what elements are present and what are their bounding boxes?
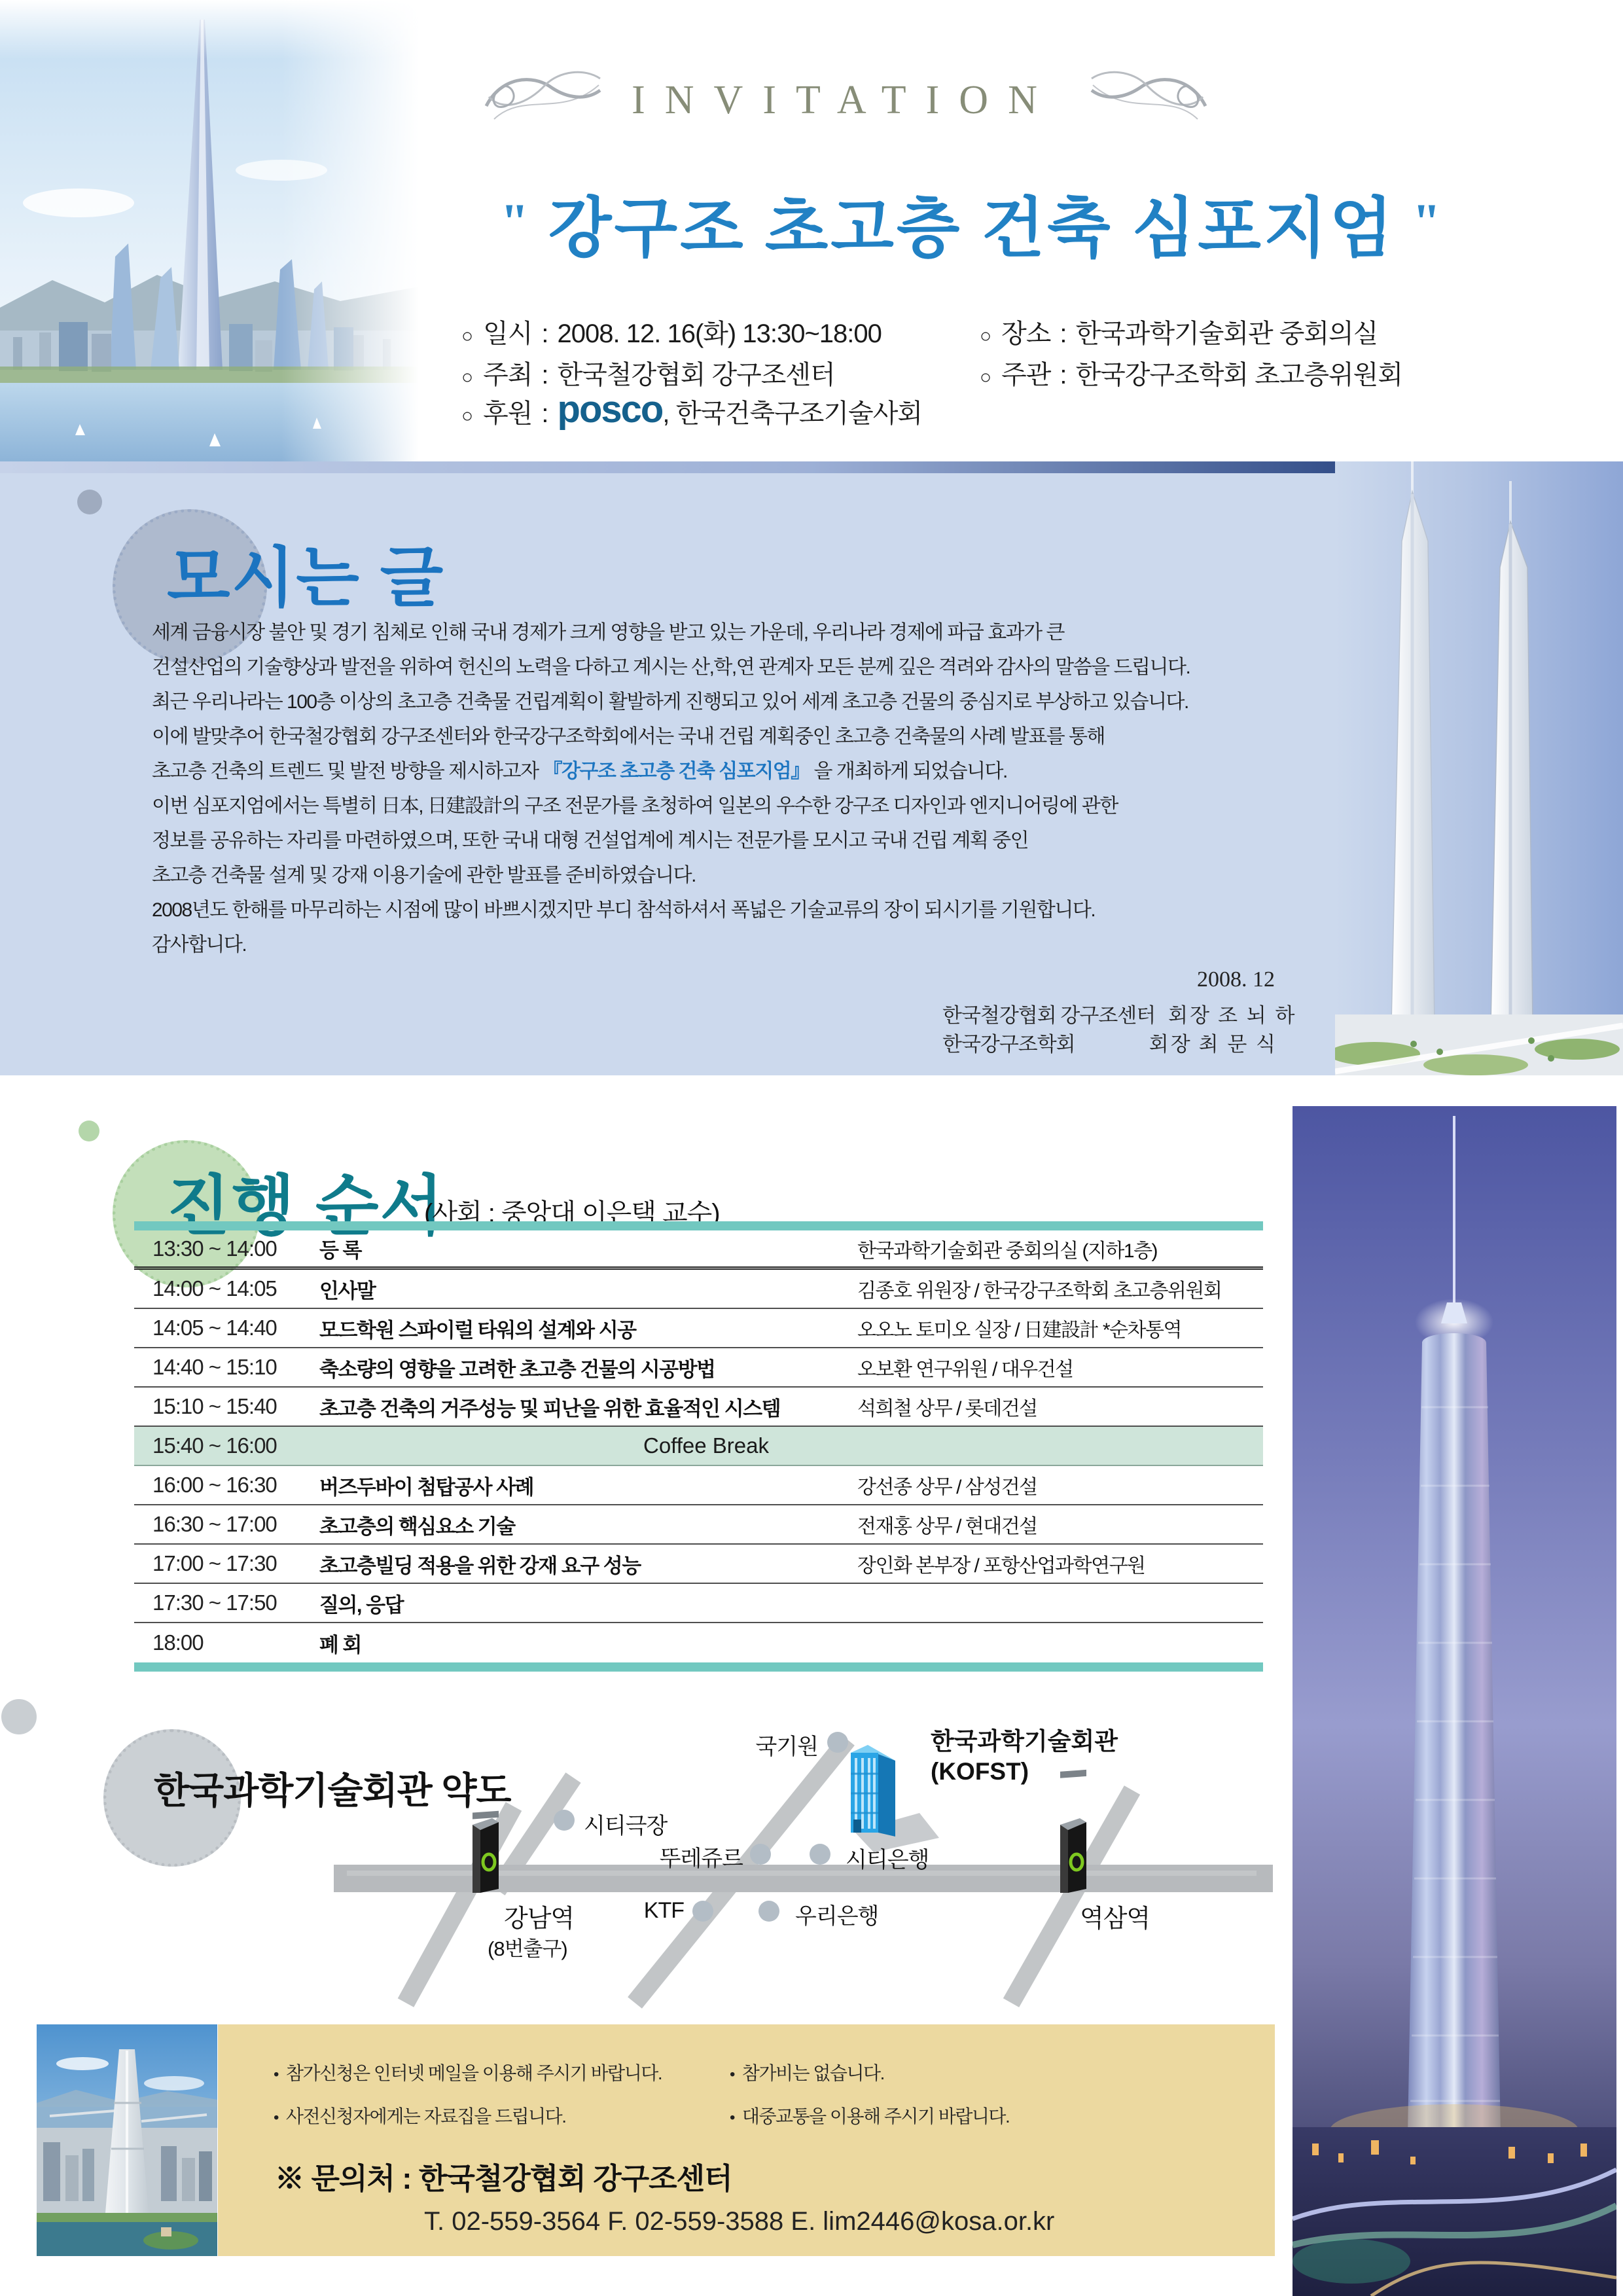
program-speaker: 오오노 토미오 실장 / 日建設計 *순차통역 [857,1319,1181,1341]
letter-line-highlighted [152,754,1349,789]
program-row [134,1505,1263,1545]
letter-line: 건설산업의 기술향상과 발전을 위하여 헌신의 노력을 다하고 계시는 산,학,연 관계자 모든 분께 깊은 격려와 감사의 말씀을 드립니다. [152,656,1190,678]
program-time: 16:00 ~ 16:30 [152,1473,277,1497]
signature-line-2 [942,1028,1277,1057]
footer-note-text: 참가신청은 인터넷 메일을 이용해 주시기 바랍니다. [285,2063,662,2083]
signature-name: 조 뇌 하 [1218,1004,1297,1027]
program-time: 15:40 ~ 16:00 [152,1433,277,1458]
signature-org: 한국철강협회 강구조센터 [942,1004,1156,1027]
program-row [134,1230,1263,1270]
letter-line: 세계 금융시장 불안 및 경기 침체로 인해 국내 경제가 크게 영향을 받고 있는 가운데, 우리나라 경제에 파급 효과가 큰 [152,622,1064,643]
twin-tower-rendering-photo [1335,461,1623,1075]
program-time: 15:10 ~ 15:40 [152,1394,277,1418]
program-time: 16:30 ~ 17:00 [152,1512,277,1536]
footer-note [730,2059,884,2085]
event-sponsor-label: 후원 [483,399,533,428]
letter-line-pre: 초고층 건축의 트렌드 및 발전 방향을 제시하고자 [152,761,543,782]
program-speaker: 석희철 상무 / 롯데건설 [857,1398,1037,1420]
program-speaker: 장인화 본부장 / 포항산업과학연구원 [857,1555,1145,1577]
label-separator: : [541,399,548,428]
program-row [134,1584,1263,1623]
program-title: 초고층 건축의 거주성능 및 피난을 위한 효율적인 시스템 [319,1397,781,1420]
letter-line: 감사합니다. [152,934,247,956]
circle-bullet-icon: ○ [461,405,473,427]
program-break-title: Coffee Break [643,1433,769,1458]
kofst-building-icon [851,1745,939,1852]
bullet-icon: • [274,2066,278,2083]
decorative-dot [79,1121,99,1141]
map-label-citibank: 시티은행 [846,1848,929,1873]
signature-name: 최 문 식 [1198,1033,1277,1056]
program-row [134,1466,1263,1505]
program-title: 모드학원 스파이럴 타워의 설계와 시공 [319,1318,636,1342]
kofst-abbr: (KOFST) [931,1758,1029,1785]
event-date-label: 일시 [483,319,533,348]
letter-line: 이에 발맞추어 한국철강협회 강구조센터와 한국강구조학회에서는 국내 건립 계획중인 초고층 건축물의 사례 발표를 통해 [152,726,1105,747]
event-sponsor-value: , 한국건축구조기술사회 [662,399,922,428]
symposium-title [366,175,1577,270]
event-organizer-value: 한국강구조학회 초고층위원회 [1075,361,1402,389]
program-row [134,1388,1263,1427]
close-quote: " [1412,193,1444,250]
program-time: 14:40 ~ 15:10 [152,1355,277,1379]
event-organizer-line [980,354,1402,391]
calligraphic-flourish-right-icon [1086,65,1211,131]
program-row [134,1348,1263,1388]
symposium-title-text: 강구조 초고층 건축 심포지엄 [548,192,1396,265]
day-tower-illustration [37,2024,217,2256]
program-title: 질의, 응답 [319,1593,404,1617]
bullet-icon: • [274,2109,278,2126]
signature-date: 2008. 12 [1197,967,1275,992]
circle-bullet-icon: ○ [980,367,991,388]
program-title: 등 록 [319,1239,362,1262]
event-venue-label: 장소 [1001,319,1051,348]
circle-bullet-icon: ○ [461,325,473,347]
footer-note [274,2059,662,2085]
posco-logo: posco [557,388,663,431]
twin-tower-illustration [1335,461,1623,1075]
letter-line: 이번 심포지엄에서는 특별히 日本, 日建設計의 구조 전문가를 초청하여 일본의 우수한 강구조 디자인과 엔지니어링에 관한 [152,795,1118,817]
circle-bullet-icon: ○ [980,325,991,347]
city-skyline-photo [0,0,419,461]
map-label-yeoksam: 역삼역 [1080,1905,1150,1933]
night-tower-photo [1293,1106,1616,2296]
map-label-tous: 뚜레쥬르 [659,1846,743,1871]
letter-line: 2008년도 한해를 마무리하는 시점에 많이 바쁘시겠지만 부디 참석하셔서 폭넓은 기술교류의 장이 되시기를 기원합니다. [152,899,1096,921]
event-venue-line [980,313,1378,350]
signature-role: 회장 [1168,1004,1212,1027]
program-title: 폐 회 [319,1633,362,1657]
program-heading: 진행 순서 [167,1170,445,1243]
footer-note-text: 사전신청자에게는 자료집을 드립니다. [285,2106,566,2126]
night-tower-illustration [1293,1106,1616,2296]
program-speaker: 전재홍 상무 / 현대건설 [857,1516,1037,1537]
signature-line-1 [942,999,1297,1028]
moderator-note: (사회 : 중앙대 이은택 교수) [424,1199,720,1228]
bullet-icon: • [730,2109,734,2126]
program-title: 인사말 [319,1279,376,1302]
letter-line: 최근 우리나라는 100층 이상의 초고층 건축물 건립계획이 활발하게 진행되고 있어 세계 초고층 건물의 중심지로 부상하고 있습니다. [152,691,1188,713]
map-heading: 한국과학기술회관 약도 [154,1770,511,1811]
program-speaker: 김종호 위원장 / 한국강구조학회 초고층위원회 [857,1280,1222,1302]
section-top-gradient-bar [0,461,1476,473]
program-table [134,1221,1263,1672]
label-separator: : [541,361,548,389]
map-label-gangnam-exit: (8번출구) [488,1937,567,1960]
program-time: 17:00 ~ 17:30 [152,1551,277,1575]
event-host-value: 한국철강협회 강구조센터 [557,361,835,389]
letter-body [152,615,1349,962]
map-label-gangnam: 강남역 [504,1905,575,1933]
map-label-kukkiwon: 국기원 [755,1734,818,1759]
calligraphic-flourish-left-icon [481,65,605,131]
event-venue-value: 한국과학기술회관 중회의실 [1075,319,1378,348]
letter-line: 정보를 공유하는 자리를 마련하였으며, 또한 국내 대형 건설업계에 계시는 전문가를 모시고 국내 건립 계획 중인 [152,830,1029,852]
program-title: 초고층의 핵심요소 기술 [319,1515,515,1538]
label-separator: : [1060,319,1067,348]
map-label-kofst [931,1727,1118,1787]
invitation-heading: INVITATION [632,78,1057,122]
subway-station-icon [473,1811,499,1893]
decorative-dot [77,490,102,514]
map-label-city-theater: 시티극장 [584,1814,668,1839]
program-row [134,1545,1263,1584]
label-separator: : [1060,361,1067,389]
event-host-line [461,354,835,391]
program-title: 버즈두바이 첨탑공사 사례 [319,1475,534,1499]
letter-line: 초고층 건축물 설계 및 강재 이용기술에 관한 발표를 준비하였습니다. [152,865,696,886]
program-row [134,1270,1263,1309]
program-time: 14:00 ~ 14:05 [152,1276,277,1300]
footer-note [274,2102,566,2128]
program-title: 축소량의 영향을 고려한 초고층 건물의 시공방법 [319,1357,715,1381]
letter-line-highlight: 『강구조 초고층 건축 심포지엄』 [543,761,810,782]
kofst-name: 한국과학기술회관 [931,1728,1118,1755]
letter-line-post: 을 개최하게 되었습니다. [809,761,1007,782]
event-sponsor-line [461,388,922,431]
letter-heading: 모시는 글 [167,541,445,615]
program-time: 18:00 [152,1630,204,1655]
signature-role: 회장 [1149,1033,1192,1056]
program-row [134,1623,1263,1662]
decorative-dot [1,1699,37,1734]
event-date-value: 2008. 12. 16(화) 13:30~18:00 [557,319,882,348]
event-organizer-label: 주관 [1001,361,1051,389]
open-quote: " [500,193,531,250]
event-host-label: 주최 [483,361,533,389]
footer-note-text: 대중교통을 이용해 주시기 바랍니다. [741,2106,1010,2126]
program-speaker: 한국과학기술회관 중회의실 (지하1층) [857,1240,1158,1262]
map-label-woori: 우리은행 [795,1904,879,1929]
program-time: 17:30 ~ 17:50 [152,1590,277,1615]
subway-station-icon [1060,1770,1086,1893]
contact-detail: T. 02-559-3564 F. 02-559-3588 E. lim2446@kosa.or.kr [424,2207,1055,2236]
signature-role-name [1143,1028,1277,1057]
program-row [134,1309,1263,1348]
program-title: 초고층빌딩 적용을 위한 강재 요구 성능 [319,1554,641,1577]
signature-role-name [1162,999,1296,1028]
bullet-icon: • [730,2066,734,2083]
footer-note-text: 참가비는 없습니다. [741,2063,884,2083]
program-speaker: 강선종 상무 / 삼성건설 [857,1477,1037,1498]
program-row-coffee-break [134,1427,1263,1466]
city-skyline-illustration [0,0,419,461]
map-label-ktf: KTF [643,1898,684,1923]
event-date-line [461,313,882,350]
signature-org: 한국강구조학회 [942,1033,1075,1056]
program-time: 14:05 ~ 14:40 [152,1316,277,1340]
program-time: 13:30 ~ 14:00 [152,1236,277,1261]
circle-bullet-icon: ○ [461,367,473,388]
label-separator: : [541,319,548,348]
program-speaker: 오보환 연구위원 / 대우건설 [857,1359,1073,1380]
footer-note [730,2102,1009,2128]
contact-heading: ※ 문의처 : 한국철강협회 강구조센터 [275,2162,732,2195]
day-tower-photo [37,2024,217,2256]
